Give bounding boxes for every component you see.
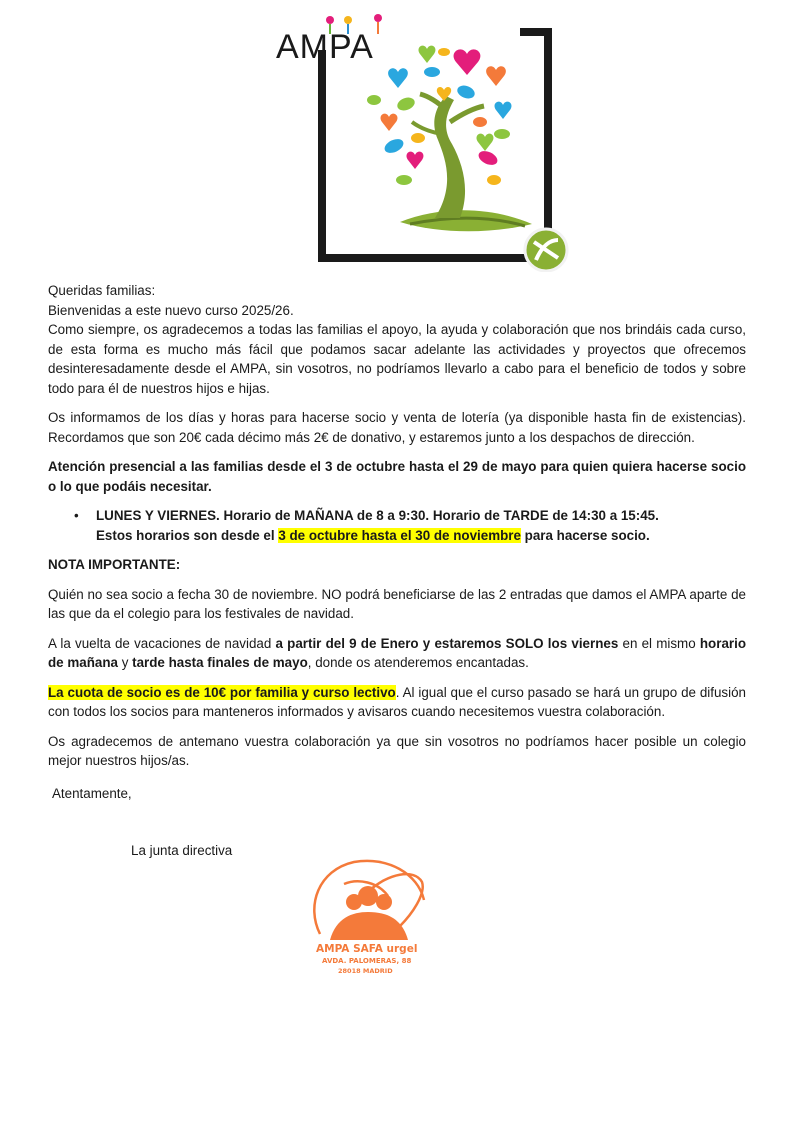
vuelta-paragraph: A la vuelta de vacaciones de navidad a partir del 9 de Enero y estaremos SOLO los viernes en el mismo horario de mañana y tarde hasta finales de mayo, donde os atenderemos encantadas. (48, 635, 747, 670)
stamp-line-2: AVDA. PALOMERAS, 88 (322, 957, 412, 965)
schedule-dates-highlight: 3 de octubre hasta el 30 de noviembre (278, 527, 521, 543)
schedule-line-2-post: para hacerse socio. (520, 527, 650, 543)
signature-line: La junta directiva (131, 843, 233, 858)
ampa-stamp (304, 856, 436, 978)
closing-paragraph: Os agradecemos de antemano vuestra colaboración ya que sin vosotros no podríamos hacer posible un colegio mejor nuestros hijos/as. (48, 733, 746, 768)
signoff: Atentamente, (52, 785, 132, 801)
nota-heading: NOTA IMPORTANTE: (48, 557, 181, 572)
letter-body (48, 281, 746, 861)
schedule-line-2-pre: Estos horarios son desde el (96, 527, 279, 543)
schedule-line-1: LUNES Y VIERNES. Horario de MAÑANA de 8 a 9:30. Horario de TARDE de 14:30 a 15:45. (96, 508, 659, 523)
ampa-logo-text: AMPA (276, 28, 374, 66)
nota-paragraph: Quién no sea socio a fecha 30 de noviembre. NO podrá beneficiarse de las 2 entradas que damos el AMPA aparte de las que da el colegio para los festivales de navidad. (48, 586, 746, 621)
school-badge-icon (525, 229, 567, 271)
attention-text: Atención presencial a las familias desde el 3 de octubre hasta el 29 de mayo para quien quiera hacerse socio o lo que podáis necesitar. (48, 459, 746, 494)
stamp-line-3: 28018 MADRID (338, 967, 393, 975)
schedule-bullet (48, 506, 746, 545)
ampa-tree-logo (270, 10, 580, 272)
stamp-figures-icon (330, 886, 408, 940)
thanks-paragraph: Como siempre, os agradecemos a todas las familias el apoyo, la ayuda y colaboración que nos brindáis cada curso, de esta forma es mucho más fácil que podamos sacar adelante las actividades y proyectos que ofrecemos desinteresadamente desde el AMPA, sin vosotros, no podríamos llevarlo a cabo para el beneficio de todos y sobre todo para él de nuestros hijos e hijas. (48, 322, 746, 396)
stamp-line-1: AMPA SAFA urgel (316, 943, 418, 955)
greeting: Queridas familias: (48, 283, 156, 298)
attention-paragraph (48, 457, 746, 496)
info-paragraph: Os informamos de los días y horas para hacerse socio y venta de lotería (ya disponible hasta fin de existencias). Recordamos que son 20€ cada décimo más 2€ de donativo, y estaremos junto a los despachos de dirección. (48, 410, 746, 445)
welcome-line: Bienvenidas a este nuevo curso 2025/26. (48, 302, 294, 318)
cuota-paragraph: La cuota de socio es de 10€ por familia y curso lectivo. Al igual que el curso pasado se hará un grupo de difusión con todos los socios para manteneros informados y avisaros cuando necesitemos vuestra colaboración. (48, 684, 746, 719)
cuota-highlight: La cuota de socio es de 10€ por familia y curso lectivo (48, 684, 396, 700)
bullet-icon: • (74, 508, 79, 523)
